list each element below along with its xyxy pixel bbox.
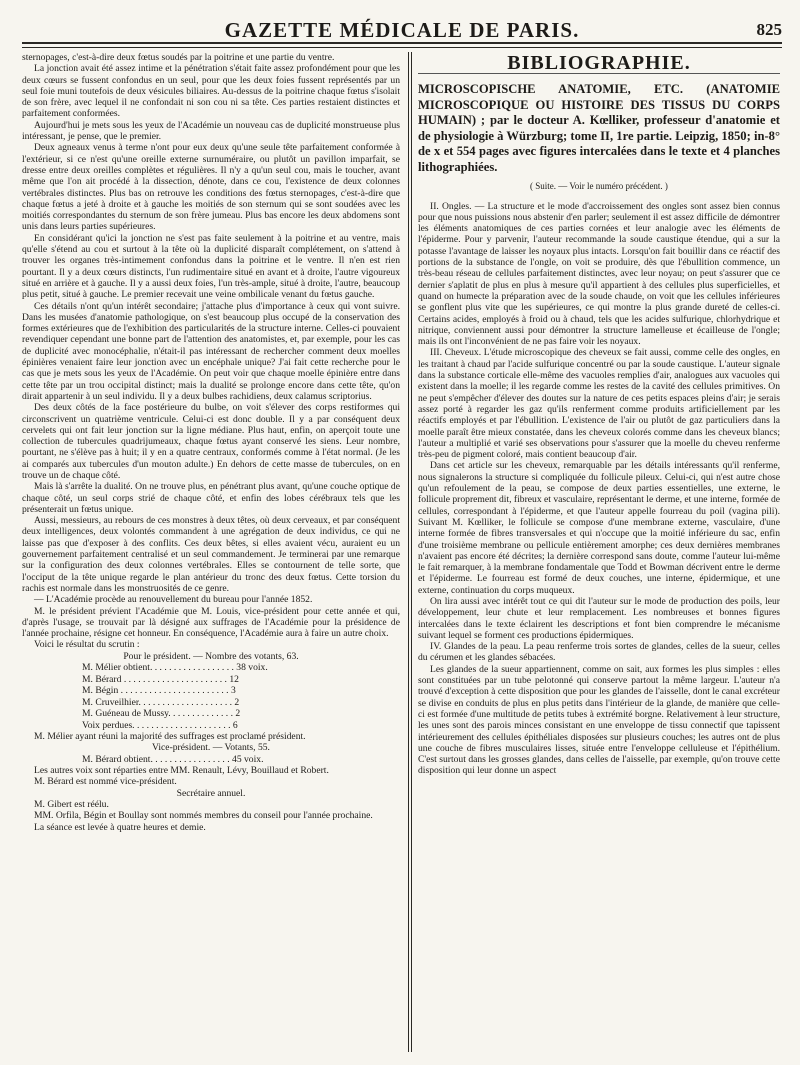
paragraph: Les autres voix sont réparties entre MM. Renault, Lévy, Bouillaud et Robert.: [34, 765, 329, 777]
paragraph: Mais là s'arrête la dualité. On ne trouve plus, en pénétrant plus avant, qu'une couche optique de chaque côté, un seul corps strié de chaque côté, et enfin des lobes cérébraux tels que les présenterait un fœtus unique.: [22, 481, 400, 515]
masthead: [22, 18, 782, 44]
paragraph: Aussi, messieurs, au rebours de ces monstres à deux têtes, où deux cerveaux, et par conséquent deux intelligences, deux volontés commandent à une agrégation de deux individus, ce qui ne laisse pas que d'exposer à des conflits. Ces deux bêtes, si elles avaient vécu, auraient eu un gouvernement parfaitement centralisé et un seul commandement. Je terminerai par une remarque sur la configuration des deux colonnes vertébrales. Elles se contournent de telle sorte, que l'occiput de la tête unique regarde le plan antérieur du tronc des deux fœtus. Cette torsion du rachis est normale dans les monstruosités de ce genre.: [22, 515, 400, 594]
paragraph: Dans cet article sur les cheveux, remarquable par les détails intéressants qu'il renferme, nous signalerons la structure si compliquée du follicule pileux. Celui-ci, qui n'est autre chose qu'un refoulement de la peau, se compose de deux parties essentielles, une externe, le follicule proprement dit, fibreux et vasculaire, représentant le derme, et une interne, formée de cellules, correspondant à l'épiderme, et que l'auteur appelle fourreau du poil (vagina pili). Suivant M. Kœlliker, le follicule se compose d'une membrane externe, vasculaire, d'une interne formée de fibres transversales et qui n'occupe que la moitié inférieure du sac, enfin d'une troisième membrane ou pellicule entièrement amorphe; ces deux dernières membranes n'avaient pas encore été décrites; la dernière correspond sans doute, comme l'auteur lui-même le fait remarquer, à la membrane fondamentale que Todd et Bowman décrivent entre le derme et l'épiderme. Le fourreau est formé de deux couches, une interne, épidermique, et une externe, continuation du corps muqueux.: [418, 460, 780, 596]
left-column: [22, 52, 400, 1052]
paragraph: II. Ongles. — La structure et le mode d'accroissement des ongles sont assez bien connus pour que nous puissions nous abstenir d'en parler; seulement il est assez difficile de démontrer les éléments anatomiques de ces parties cornées et leur analogie avec les éléments de l'épiderme. Pour y parvenir, l'auteur recommande la soude caustique étendue, qui a sur la potasse l'avantage de laisser les noyaux plus intacts. Lorsqu'on fait bouillir dans ce réactif des portions de la substance de l'ongle, on voit se produire, dès que l'ébullition commence, un très-beau réseau de cellules parfaitement distinctes, avec leur noyau; on peut s'assurer que ce dernier s'aplatit de plus en plus à mesure qu'il appartient à des cellules plus superficielles, et quand on humecte la préparation avec de la soude chaude, on voit que les cellules inférieures se gonflent plus vite que les supérieures, ce qui montre la plus grande dureté de celles-ci. Certains acides, employés à froid ou à chaud, tels que les acides sulfurique, chlorhydrique et nitrique, conviennent aussi pour démontrer la structure lamelleuse et écailleuse de l'ongle; mais ils ont l'inconvénient de ne pas faire voir les noyaux.: [418, 200, 780, 348]
paragraph: III. Cheveux. L'étude microscopique des cheveux se fait aussi, comme celle des ongles, en les traitant à chaud par l'acide sulfurique concentré ou par la soude caustique. L'auteur signale dans la substance corticale elle-même des vacuoles remplies d'air, analogues aux vacuoles qui existent dans la moelle; il les regarde comme les restes de la cavité des cellules primitives. On ne peut s'empêcher d'élever des doutes sur la nature de ces petits espaces pleins d'air; je serais assez porté à regarder les gaz qu'ils renferment comme produits artificiellement par les réactifs employés et par l'ébullition. L'existence de l'air ou plutôt de gaz particuliers dans la moelle paraît être mieux constatée, dans les cheveux colorés comme dans les cheveux blancs; l'auteur a multiplié et varié ses observations pour s'assurer que la moelle du cheveu renferme très-peu de pigment coloré, mais contient beaucoup d'air.: [418, 347, 780, 461]
paragraph: — L'Académie procède au renouvellement du bureau pour l'année 1852.: [34, 594, 313, 606]
right-column: [418, 52, 780, 1052]
vote-row: M. Guéneau de Mussy. . . . . . . . . . . . . . 2: [82, 708, 241, 720]
page-number: 825: [756, 20, 782, 39]
paragraph: Les glandes de la sueur appartiennent, comme on sait, aux formes les plus simples : elles sont constituées par un tube pelotonné qui conserve partout la même largeur. L'auteur n'a trouvé d'exception à cette disposition que pour les glandes de l'aisselle, dont le canal excréteur se divise en conduits de plus en plus petits dans l'intérieur de la glande, de manière que celle-ci est formée d'une multitude de petits tubes à extrémité borgne. Relativement à leur structure, les unes sont des parois minces consistant en une enveloppe de tissu connectif que tapissent intérieurement des cellules épithéliales disposées sur plusieurs couches; les autres ont de plus une couche de fibres musculaires lisses, située entre l'enveloppe celluleuse et l'épithélium. C'est surtout dans les grosses glandes, dans celles de l'aisselle, par exemple, qu'on trouve cette disposition qui leur donne un aspect: [418, 663, 780, 777]
paragraph: MM. Orfila, Bégin et Boullay sont nommés membres du conseil pour l'année prochaine.: [34, 810, 373, 822]
paragraph: Aujourd'hui je mets sous les yeux de l'Académie un nouveau cas de duplicité monstrueuse plus intéressant, je pense, que le premier.: [22, 119, 400, 143]
paragraph: M. Mélier ayant réuni la majorité des suffrages est proclamé président.: [34, 731, 306, 743]
vote-row: M. Bégin . . . . . . . . . . . . . . . . . . . . . . . 3: [82, 685, 236, 697]
book-citation: MICROSCOPISCHE ANATOMIE, ETC. (ANATOMIE MICROSCOPIQUE OU HISTOIRE DES TISSUS DU CORPS HUMAIN) ; par le docteur A. Kœlliker, professeur d'anatomie et de physiologie à Würzburg; tome II, 1re partie. Leipzig, 1850; in-8° de x et 554 pages avec figures intercalées dans le texte et 4 planches lithographiées.: [418, 82, 780, 174]
paragraph: M. le président prévient l'Académie que M. Louis, vice-président pour cette année et qui, d'après l'usage, se trouvait par là désigné aux suffrages de l'Académie pour la présidence de l'année prochaine, résigne cet honneur. En conséquence, l'Académie aura à faire un autre choix.: [22, 605, 400, 640]
vote-heading: Secrétaire annuel.: [176, 787, 246, 799]
paragraph: Deux agneaux venus à terme n'ont pour eux deux qu'une seule tête parfaitement conformée à l'extérieur, si ce n'est qu'une oreille externe surnuméraire, ou plutôt un pavillon imparfait, se dresse entre deux oreilles complètes et régulières. Il n'y a qu'un seul cou, mais le toucher, avant même que l'on ait procédé à la dissection, dénote, dans ce cou, l'existence de deux colonnes vertébrales distinctes. Plus bas on retrouve les conditions des fœtus sternopages, c'est-à-dire que chaque fœtus a jeté à droite et à gauche les moitiés de son sternum qui se sont soudées avec les moitiés correspondantes du sternum de son frère jumeau. Plus bas encore les deux abdomens sont unis dans leurs parties supérieures.: [22, 142, 400, 233]
paragraph: Voici le résultat du scrutin :: [34, 639, 140, 651]
continuation-note: ( Suite. — Voir le numéro précédent. ): [530, 181, 668, 192]
paragraph: Ces détails n'ont qu'un intérêt secondaire; j'attache plus d'importance à ceux qui vont suivre. Dans les musées d'anatomie pathologique, on s'est beaucoup plus occupé de la conservation des formes extérieures que de l'exhibition des particularités de la structure interne. Celles-ci pouvaient revendiquer cependant une bonne part de l'attention des anatomistes, et, par exemple, pour les cas de duplicité avec monocéphalie, n'était-il pas intéressant de rechercher comment deux moelles épinières venaient faire leur jonction avec un encéphale unique? J'ai fait cette recherche pour le cas que je mets sous les yeux de l'Académie. On peut voir que chaque moelle épinière entre dans cette tête par un trou occipital distinct; mais la dualité se prolonge encore dans cette tête, qu'on dirait appartenir à un seul individu. Il y a deux bulbes rachidiens, deux calamus scriptorius.: [22, 300, 400, 402]
vote-row: M. Bérard . . . . . . . . . . . . . . . . . . . . . . 12: [82, 673, 239, 685]
vote-heading: Vice-président. — Votants, 55.: [152, 742, 270, 754]
paragraph: En considérant qu'ici la jonction ne s'est pas faite seulement à la poitrine et au ventre, mais qu'elle s'étend au cou et surtout à la tête où la duplicité disparaît complétement, on s'attend à trouver les organes très-intimement confondus dans la poitrine et le ventre. Il n'en est rien pourtant. Il y a deux cœurs distincts, l'un rudimentaire situé en avant et à droite, l'autre vigoureux situé en arrière et à gauche. Il y a aussi deux foies, l'un très-ample, situé à droite, l'autre, beaucoup plus petit, situé à gauche. Le premier recevait une veine ombilicale venant du fœtus gauche.: [22, 232, 400, 301]
paragraph: La séance est levée à quatre heures et demie.: [34, 821, 206, 833]
vote-row: M. Mélier obtient. . . . . . . . . . . . . . . . . . 38 voix.: [82, 662, 268, 674]
vote-row: Voix perdues. . . . . . . . . . . . . . . . . . . . . 6: [82, 719, 238, 731]
paragraph: La jonction avait été assez intime et la pénétration s'était faite assez profondément pour que les deux cœurs se fussent confondus en un seul, pour que les deux foies fussent représentés par un seul foie muni toutefois de deux vésicules biliaires. Au-dessus de la poitrine chaque fœtus s'isolait de son frère, avec lequel il ne confondait ni son cou ni sa tête. Ces parties restaient distinctes et parfaitement conformées.: [22, 63, 400, 120]
vote-row: M. Bérard obtient. . . . . . . . . . . . . . . . . 45 voix.: [82, 753, 264, 765]
section-title: BIBLIOGRAPHIE.: [418, 58, 780, 74]
paragraph: IV. Glandes de la peau. La peau renferme trois sortes de glandes, celles de la sueur, celles du cérumen et les glandes sébacées.: [418, 641, 780, 664]
paragraph: sternopages, c'est-à-dire deux fœtus soudés par la poitrine et une partie du ventre.: [22, 52, 335, 63]
paragraph: On lira aussi avec intérêt tout ce qui dit l'auteur sur le mode de production des poils, leur développement, leur chute et leur remplacement. Les nombreuses et bonnes figures intercalées dans le texte éclairent les descriptions et font bien comprendre le mécanisme suivant lequel se forment ces productions épidermiques.: [418, 595, 780, 641]
paragraph: M. Gibert est réélu.: [34, 799, 109, 811]
column-divider: [411, 52, 412, 1052]
vote-heading: Pour le président. — Nombre des votants, 63.: [123, 650, 299, 662]
paragraph: Des deux côtés de la face postérieure du bulbe, on voit s'élever des corps restiformes qui circonscrivent un quatrième ventricule. Celui-ci est donc double. Il y a par conséquent deux cervelets qui ont fait leur jonction sur la ligne médiane. Plus haut, enfin, on aperçoit toute une collection de tubercules quadrijumeaux, chaque fœtus ayant conservé les siens. Leur nombre, pourtant, ne s'élève pas à huit; il y en a quatre centraux, conformés comme à l'état normal. (Je les ai comparés aux tubercules d'un mouton adulte.) En dehors de cette masse de tubercules, on en trouve un de chaque côté.: [22, 402, 400, 481]
journal-title: GAZETTE MÉDICALE DE PARIS.: [224, 18, 580, 42]
header-rule: [22, 47, 782, 48]
vote-row: M. Cruveilhier. . . . . . . . . . . . . . . . . . . . 2: [82, 696, 240, 708]
paragraph: M. Bérard est nommé vice-président.: [34, 776, 177, 788]
column-divider: [408, 52, 409, 1052]
